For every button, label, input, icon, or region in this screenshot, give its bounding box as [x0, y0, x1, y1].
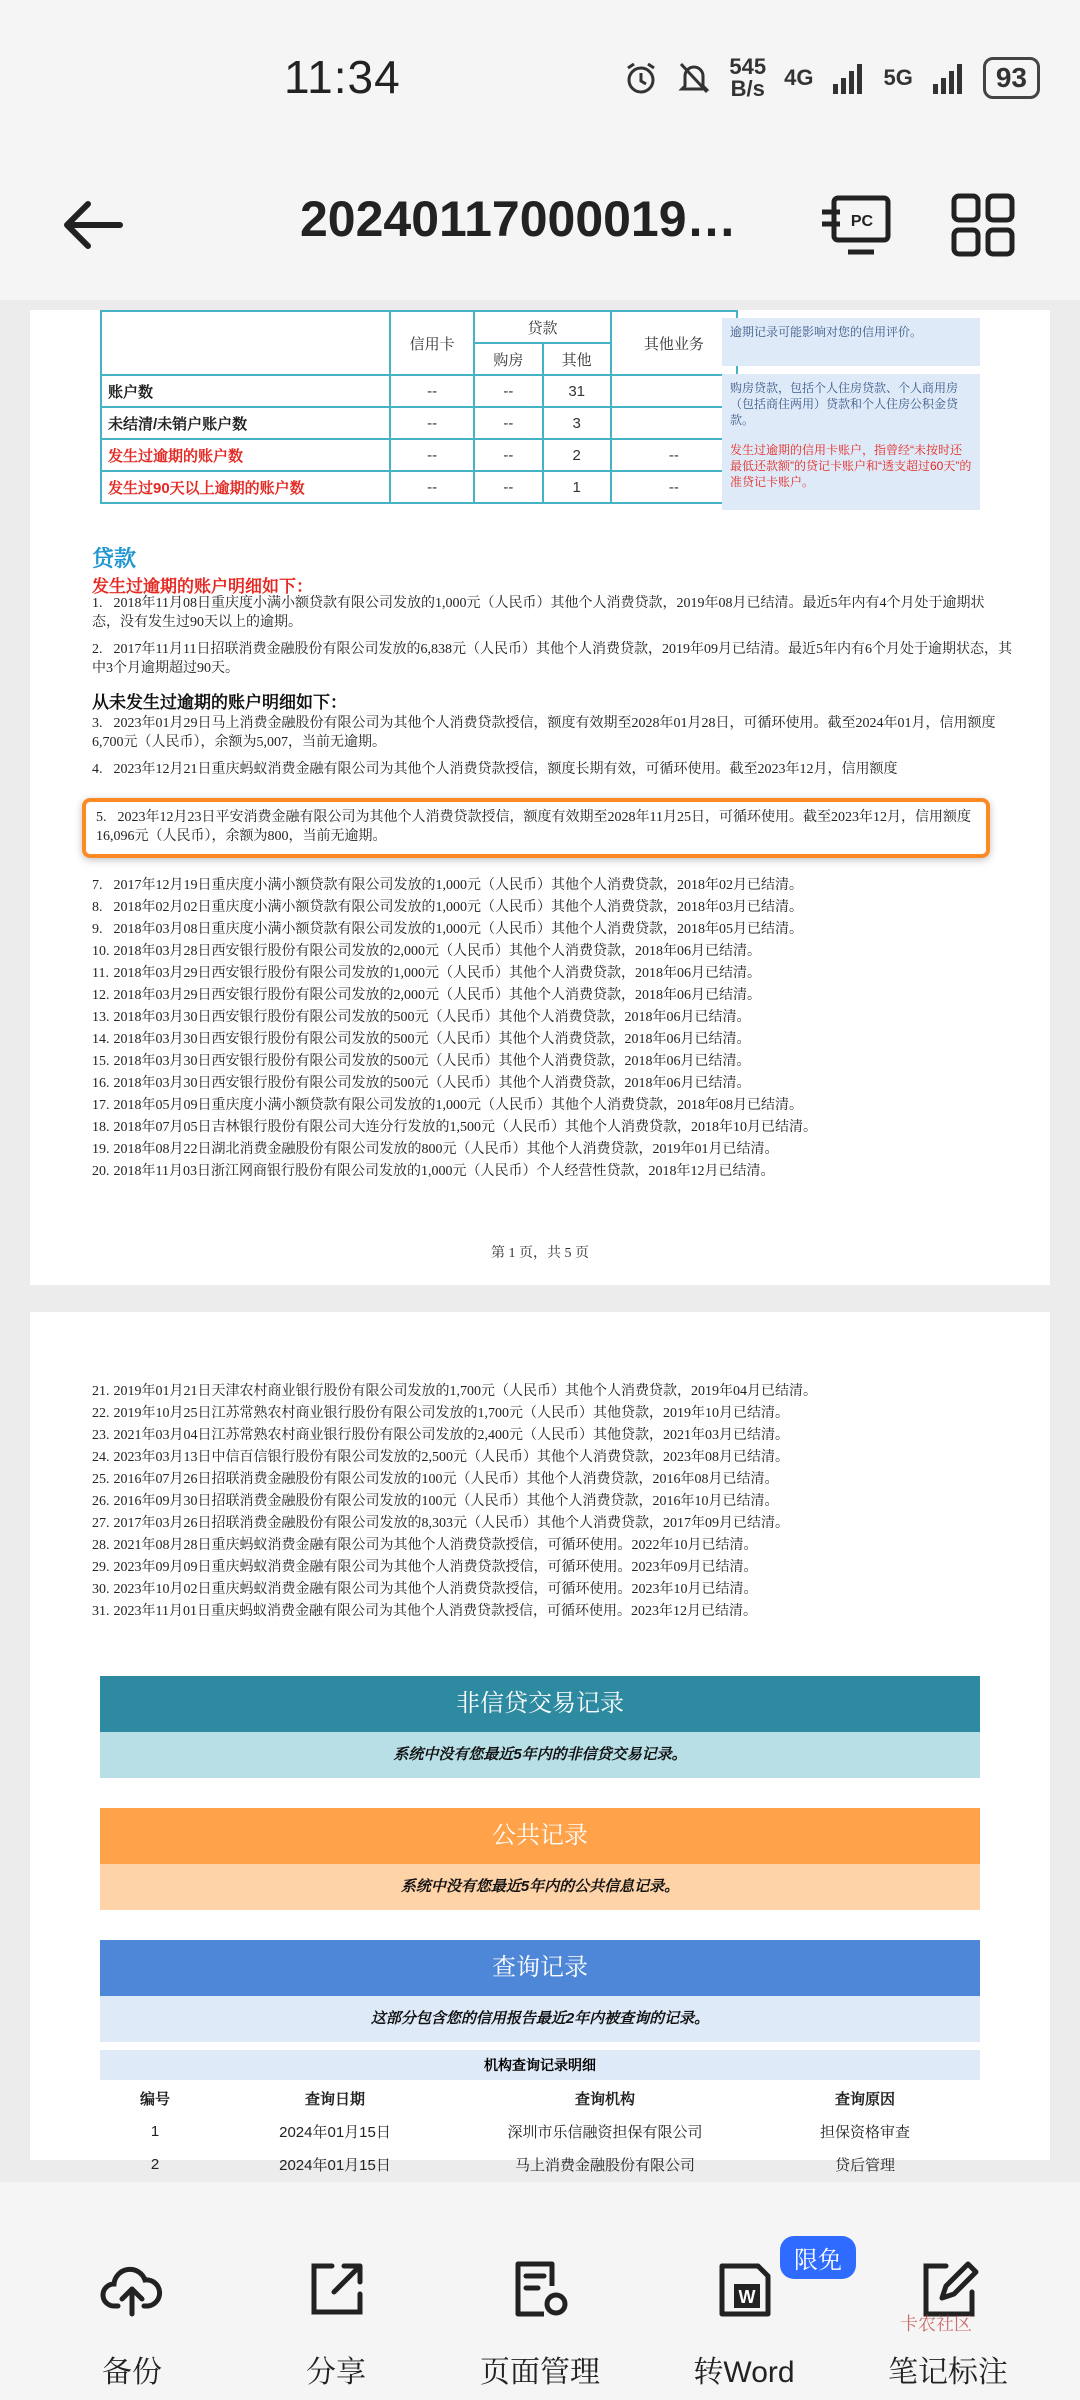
list-item: 14. 2018年03月30日西安银行股份有限公司发放的500元（人民币）其他个人消费贷款，2018年06月已结清。 — [92, 1032, 751, 1047]
list-item: 17. 2018年05月09日重庆度小满小额贷款有限公司发放的1,000元（人民币）其他个人消费贷款，2018年08月已结清。 — [92, 1098, 803, 1113]
document-page-2 — [30, 1312, 1050, 2174]
table-header: 编号 查询日期 查询机构 查询原因 — [139, 2091, 895, 2108]
col-loan: 贷款 — [474, 311, 611, 343]
table-row: 发生过逾期的账户数 -- -- 2 -- — [101, 439, 737, 471]
list-item: 20. 2018年11月03日浙江网商银行股份有限公司发放的1,000元（人民币）个人经营性贷款，2018年12月已结清。 — [92, 1164, 775, 1179]
list-item: 31. 2023年11月01日重庆蚂蚁消费金融有限公司为其他个人消费贷款授信，可循环使用。2023年12月已结清。 — [92, 1604, 757, 1619]
share-button[interactable]: 分享 — [256, 2258, 416, 2391]
overdue-heading: 发生过逾期的账户明细如下： — [92, 577, 313, 596]
table-row: 账户数 -- -- 31 — [101, 375, 737, 407]
status-icons — [623, 56, 1040, 100]
back-arrow-icon[interactable] — [58, 190, 128, 260]
svg-text:W: W — [738, 2287, 756, 2307]
col-other: 其他 — [543, 343, 611, 375]
signal-4g: 4G — [784, 65, 814, 90]
list-item: 26. 2016年09月30日招联消费金融股份有限公司发放的100元（人民币）其他个人消费贷款，2016年10月已结清。 — [92, 1494, 779, 1509]
table-row: 未结清/未销户账户数 -- -- 3 — [101, 407, 737, 439]
signal-5g: 5G — [883, 65, 913, 90]
list-item: 18. 2018年07月05日吉林银行股份有限公司大连分行发放的1,500元（人民币）其他个人消费贷款，2018年10月已结清。 — [92, 1120, 817, 1135]
battery-indicator: 93 — [983, 57, 1040, 99]
share-icon — [304, 2258, 368, 2322]
mute-bell-icon — [677, 60, 711, 96]
signal-bars-icon — [931, 62, 965, 94]
net-speed: 545 B/s — [729, 54, 767, 101]
list-item: 30. 2023年10月02日重庆蚂蚁消费金融有限公司为其他个人消费贷款授信，可循环使用。2023年10月已结清。 — [92, 1582, 758, 1597]
note-overdue-impact: 逾期记录可能影响对您的信用评价。 — [722, 318, 980, 366]
list-item: 10. 2018年03月28日西安银行股份有限公司发放的2,000元（人民币）其他个人消费贷款，2018年06月已结清。 — [92, 944, 761, 959]
public-records-section — [100, 1808, 980, 1910]
list-item: 22. 2019年10月25日江苏常熟农村商业银行股份有限公司发放的1,700元（人民币）其他贷款，2019年10月已结清。 — [92, 1406, 789, 1421]
query-records-title: 查询记录 — [100, 1940, 980, 1996]
to-word-button[interactable]: W 转Word — [664, 2258, 824, 2391]
section-title-loan: 贷款 — [92, 546, 137, 571]
list-item: 19. 2018年08月22日湖北消费金融股份有限公司发放的800元（人民币）其他个人消费贷款，2019年01月已结清。 — [92, 1142, 779, 1157]
query-caption: 机构查询记录明细 — [100, 2050, 980, 2080]
status-time: 11:34 — [284, 51, 401, 103]
public-records-text: 系统中没有您最近5年内的公共信息记录。 — [100, 1864, 980, 1910]
list-item: 11. 2018年03月29日西安银行股份有限公司发放的1,000元（人民币）其他个人消费贷款，2018年06月已结清。 — [92, 966, 761, 981]
summary-table — [100, 310, 738, 504]
annotate-button[interactable]: 笔记标注 — [868, 2258, 1028, 2391]
list-item: 7. 2017年12月19日重庆度小满小额贷款有限公司发放的1,000元（人民币）其他个人消费贷款，2018年02月已结清。 — [92, 878, 803, 893]
list-item: 8. 2018年02月02日重庆度小满小额贷款有限公司发放的1,000元（人民币）其他个人消费贷款，2018年03月已结清。 — [92, 900, 803, 915]
table-row: 发生过90天以上逾期的账户数 -- -- 1 -- — [101, 471, 737, 503]
page-footer: 第 1 页，共 5 页 — [491, 1246, 589, 1261]
table-row: 1 2024年01月15日 深圳市乐信融资担保有限公司 担保资格审查 — [150, 2123, 910, 2141]
document-title: 20240117000019… — [300, 191, 737, 247]
free-badge: 限免 — [780, 2236, 856, 2279]
alarm-icon — [623, 60, 659, 96]
list-item: 29. 2023年09月09日重庆蚂蚁消费金融有限公司为其他个人消费贷款授信，可循环使用。2023年09月已结清。 — [92, 1560, 758, 1575]
list-item: 9. 2018年03月08日重庆度小满小额贷款有限公司发放的1,000元（人民币）其他个人消费贷款，2018年05月已结清。 — [92, 922, 803, 937]
note-overdue-card: 发生过逾期的信用卡账户，指曾经“未按时还最低还款额”的贷记卡账户和“透支超过60天”的准贷记卡账户。 — [722, 436, 980, 510]
col-housing: 购房 — [474, 343, 542, 375]
bottom-toolbar — [0, 2182, 1080, 2400]
list-item: 16. 2018年03月30日西安银行股份有限公司发放的500元（人民币）其他个人消费贷款，2018年06月已结清。 — [92, 1076, 751, 1091]
note-housing-loan: 购房贷款，包括个人住房贷款、个人商用房（包括商住两用）贷款和个人住房公积金贷款。 — [722, 374, 980, 440]
list-item: 21. 2019年01月21日天津农村商业银行股份有限公司发放的1,700元（人民币）其他个人消费贷款，2019年04月已结清。 — [92, 1384, 817, 1399]
public-records-title: 公共记录 — [100, 1808, 980, 1864]
list-item: 24. 2023年03月13日中信百信银行股份有限公司发放的2,500元（人民币）其他个人消费贷款，2023年08月已结清。 — [92, 1450, 789, 1465]
non-credit-title: 非信贷交易记录 — [100, 1676, 980, 1732]
normal-heading: 从未发生过逾期的账户明细如下： — [92, 693, 347, 712]
community-watermark: 卡农社区 — [900, 2314, 972, 2334]
page-settings-icon — [508, 2258, 572, 2322]
cloud-upload-icon — [100, 2258, 164, 2322]
query-records-text: 这部分包含您的信用报告最近2年内被查询的记录。 — [100, 1996, 980, 2042]
list-item: 3. 2023年01月29日马上消费金融股份有限公司为其他个人消费贷款授信，额度有效期至2028年01月28日，可循环使用。截至2024年01月，信用额度6,700元（人民币），余额为5,007，当前无逾期。 — [92, 716, 996, 750]
pc-view-icon[interactable] — [820, 192, 892, 258]
svg-text:PC: PC — [850, 213, 874, 230]
col-other-business: 其他业务 — [611, 311, 737, 375]
list-item: 13. 2018年03月30日西安银行股份有限公司发放的500元（人民币）其他个人消费贷款，2018年06月已结清。 — [92, 1010, 751, 1025]
list-item: 4. 2023年12月21日重庆蚂蚁消费金融有限公司为其他个人消费贷款授信，额度长期有效，可循环使用。截至2023年12月，信用额度 — [92, 762, 898, 777]
word-document-icon — [712, 2258, 776, 2322]
query-records-section — [100, 1940, 980, 2042]
signal-bars-icon — [831, 62, 865, 94]
list-item: 23. 2021年03月04日江苏常熟农村商业银行股份有限公司发放的2,400元（人民币）其他贷款，2021年03月已结清。 — [92, 1428, 789, 1443]
non-credit-section — [100, 1676, 980, 1778]
status-bar — [0, 0, 1080, 150]
list-item: 1. 2018年11月08日重庆度小满小额贷款有限公司发放的1,000元（人民币）其他个人消费贷款，2019年08月已结清。最近5年内有4个月处于逾期状态，没有发生过90天以上的逾期。 — [92, 596, 985, 630]
list-item: 25. 2016年07月26日招联消费金融股份有限公司发放的100元（人民币）其他个人消费贷款，2016年08月已结清。 — [92, 1472, 779, 1487]
grid-view-icon[interactable] — [950, 192, 1016, 258]
list-item: 15. 2018年03月30日西安银行股份有限公司发放的500元（人民币）其他个人消费贷款，2018年06月已结清。 — [92, 1054, 751, 1069]
table-row: 2 2024年01月15日 马上消费金融股份有限公司 贷后管理 — [150, 2156, 895, 2174]
title-bar — [0, 150, 1080, 300]
document-page-1 — [30, 310, 1050, 1285]
backup-button[interactable]: 备份 — [52, 2258, 212, 2391]
highlighted-item: 5. 2023年12月23日平安消费金融有限公司为其他个人消费贷款授信，额度有效期至2028年11月25日，可循环使用。截至2023年12月，信用额度16,096元（人民币），余额为800，当前无逾期。 — [96, 810, 971, 844]
list-item: 27. 2017年03月26日招联消费金融股份有限公司发放的8,303元（人民币）其他个人消费贷款，2017年09月已结清。 — [92, 1516, 789, 1531]
list-item: 12. 2018年03月29日西安银行股份有限公司发放的2,000元（人民币）其他个人消费贷款，2018年06月已结清。 — [92, 988, 761, 1003]
col-credit-card: 信用卡 — [390, 311, 474, 375]
page-manage-button[interactable]: 页面管理 — [460, 2258, 620, 2391]
list-item: 28. 2021年08月28日重庆蚂蚁消费金融有限公司为其他个人消费贷款授信，可循环使用。2022年10月已结清。 — [92, 1538, 758, 1553]
non-credit-text: 系统中没有您最近5年内的非信贷交易记录。 — [100, 1732, 980, 1778]
list-item: 2. 2017年11月11日招联消费金融股份有限公司发放的6,838元（人民币）其他个人消费贷款，2019年09月已结清。最近5年内有6个月处于逾期状态，其中3个月逾期超过90天。 — [92, 642, 1012, 676]
